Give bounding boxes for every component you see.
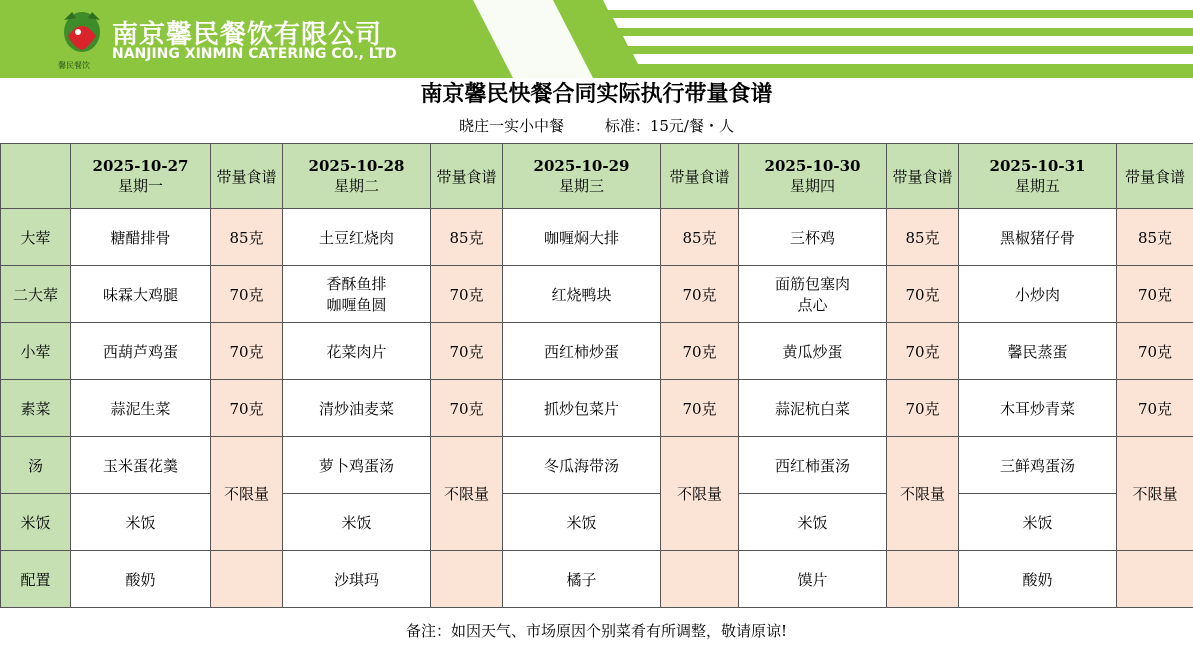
- qty-cell: 70克: [887, 323, 959, 380]
- dish-cell: 米饭: [503, 494, 661, 551]
- table-row: [1, 209, 1193, 266]
- qty-cell: 70克: [431, 266, 503, 323]
- qty-cell: 70克: [431, 380, 503, 437]
- dish-cell: 酸奶: [959, 551, 1117, 608]
- qty-unlimited-cell: 不限量: [431, 437, 503, 551]
- qty-cell: 70克: [661, 266, 739, 323]
- dish-cell: 红烧鸭块: [503, 266, 661, 323]
- row-label: 米饭: [1, 494, 71, 551]
- qty-empty-cell: [211, 551, 283, 608]
- date-label: 2025-10-28: [308, 156, 405, 175]
- table-row: [1, 494, 1193, 551]
- dish-cell: 沙琪玛: [283, 551, 431, 608]
- dish-cell: 花菜肉片: [283, 323, 431, 380]
- page-title: 南京馨民快餐合同实际执行带量食谱: [420, 81, 773, 107]
- menu-table: [0, 143, 1193, 608]
- date-label: 2025-10-31: [989, 156, 1086, 175]
- row-label: 素菜: [1, 380, 71, 437]
- qty-header: 带量食谱: [887, 144, 959, 209]
- dish-cell: 馍片: [739, 551, 887, 608]
- table-header-row: [1, 144, 1193, 209]
- dish-cell: 米饭: [739, 494, 887, 551]
- dish-cell: 抓炒包菜片: [503, 380, 661, 437]
- dish-cell: 咖喱焖大排: [503, 209, 661, 266]
- dish-cell: 玉米蛋花羹: [71, 437, 211, 494]
- qty-empty-cell: [431, 551, 503, 608]
- qty-cell: 70克: [1117, 323, 1193, 380]
- dish-cell: 西红柿炒蛋: [503, 323, 661, 380]
- weekday-label: 星期四: [789, 176, 835, 195]
- dish-cell: 木耳炒青菜: [959, 380, 1117, 437]
- qty-cell: 70克: [211, 266, 283, 323]
- qty-cell: 70克: [661, 380, 739, 437]
- qty-cell: 70克: [211, 380, 283, 437]
- dish-cell: 面筋包塞肉 点心: [739, 266, 887, 323]
- dish-cell: 黄瓜炒蛋: [739, 323, 887, 380]
- row-label: 汤: [1, 437, 71, 494]
- day-header: [739, 144, 887, 209]
- dish-cell: 橘子: [503, 551, 661, 608]
- company-name-en: NANJING XINMIN CATERING CO., LTD: [112, 46, 397, 62]
- decorative-stripes: [433, 0, 1193, 78]
- qty-unlimited-cell: 不限量: [661, 437, 739, 551]
- school-label: 晓庄一实小中餐: [459, 117, 565, 135]
- dish-cell: 米饭: [959, 494, 1117, 551]
- page-subtitle: [0, 112, 1193, 140]
- table-row: [1, 380, 1193, 437]
- row-label: 大荤: [1, 209, 71, 266]
- dish-cell: 三杯鸡: [739, 209, 887, 266]
- corner-cell: [1, 144, 71, 209]
- weekday-label: 星期一: [117, 176, 163, 195]
- dish-cell: 蒜泥杭白菜: [739, 380, 887, 437]
- qty-cell: 85克: [431, 209, 503, 266]
- dish-cell: 三鲜鸡蛋汤: [959, 437, 1117, 494]
- dish-cell: 味霖大鸡腿: [71, 266, 211, 323]
- qty-cell: 70克: [887, 380, 959, 437]
- qty-header: 带量食谱: [431, 144, 503, 209]
- dish-cell: 馨民蒸蛋: [959, 323, 1117, 380]
- qty-cell: 85克: [661, 209, 739, 266]
- date-label: 2025-10-29: [533, 156, 630, 175]
- day-header: [283, 144, 431, 209]
- day-header: [959, 144, 1117, 209]
- dish-cell: 蒜泥生菜: [71, 380, 211, 437]
- qty-cell: 85克: [1117, 209, 1193, 266]
- table-row: [1, 266, 1193, 323]
- qty-header: 带量食谱: [1117, 144, 1193, 209]
- dish-cell: 米饭: [283, 494, 431, 551]
- table-row: [1, 323, 1193, 380]
- qty-header: 带量食谱: [661, 144, 739, 209]
- header-banner: [0, 0, 1193, 78]
- qty-empty-cell: [887, 551, 959, 608]
- qty-cell: 70克: [1117, 266, 1193, 323]
- dish-cell: 小炒肉: [959, 266, 1117, 323]
- qty-cell: 70克: [887, 266, 959, 323]
- row-label: 配置: [1, 551, 71, 608]
- dish-cell: 糖醋排骨: [71, 209, 211, 266]
- day-header: [71, 144, 211, 209]
- qty-cell: 85克: [211, 209, 283, 266]
- dish-cell: 清炒油麦菜: [283, 380, 431, 437]
- qty-unlimited-cell: 不限量: [211, 437, 283, 551]
- dish-cell: 冬瓜海带汤: [503, 437, 661, 494]
- table-row: [1, 551, 1193, 608]
- dish-cell: 米饭: [71, 494, 211, 551]
- qty-cell: 70克: [211, 323, 283, 380]
- qty-header: 带量食谱: [211, 144, 283, 209]
- weekday-label: 星期五: [1014, 176, 1060, 195]
- company-name-cn: 南京馨民餐饮有限公司: [112, 20, 383, 50]
- dish-cell: 西红柿蛋汤: [739, 437, 887, 494]
- date-label: 2025-10-27: [92, 156, 189, 175]
- weekday-label: 星期三: [558, 176, 604, 195]
- date-label: 2025-10-30: [764, 156, 861, 175]
- qty-cell: 70克: [661, 323, 739, 380]
- weekday-label: 星期二: [333, 176, 379, 195]
- row-label: 小荤: [1, 323, 71, 380]
- dish-cell: 萝卜鸡蛋汤: [283, 437, 431, 494]
- standard-label: 标准：15元/餐・人: [604, 117, 734, 135]
- dish-cell: 西葫芦鸡蛋: [71, 323, 211, 380]
- row-label: 二大荤: [1, 266, 71, 323]
- qty-empty-cell: [1117, 551, 1193, 608]
- table-row: [1, 437, 1193, 494]
- qty-cell: 70克: [431, 323, 503, 380]
- dish-cell: 土豆红烧肉: [283, 209, 431, 266]
- dish-cell: 黑椒猪仔骨: [959, 209, 1117, 266]
- logo-caption: 馨民餐饮: [58, 61, 90, 70]
- dish-cell: 香酥鱼排 咖喱鱼圆: [283, 266, 431, 323]
- footnote: 备注：如因天气、市场原因个别菜肴有所调整，敬请原谅!: [405, 622, 788, 640]
- dish-cell: 酸奶: [71, 551, 211, 608]
- qty-unlimited-cell: 不限量: [1117, 437, 1193, 551]
- qty-cell: 85克: [887, 209, 959, 266]
- day-header: [503, 144, 661, 209]
- qty-unlimited-cell: 不限量: [887, 437, 959, 551]
- qty-cell: 70克: [1117, 380, 1193, 437]
- qty-empty-cell: [661, 551, 739, 608]
